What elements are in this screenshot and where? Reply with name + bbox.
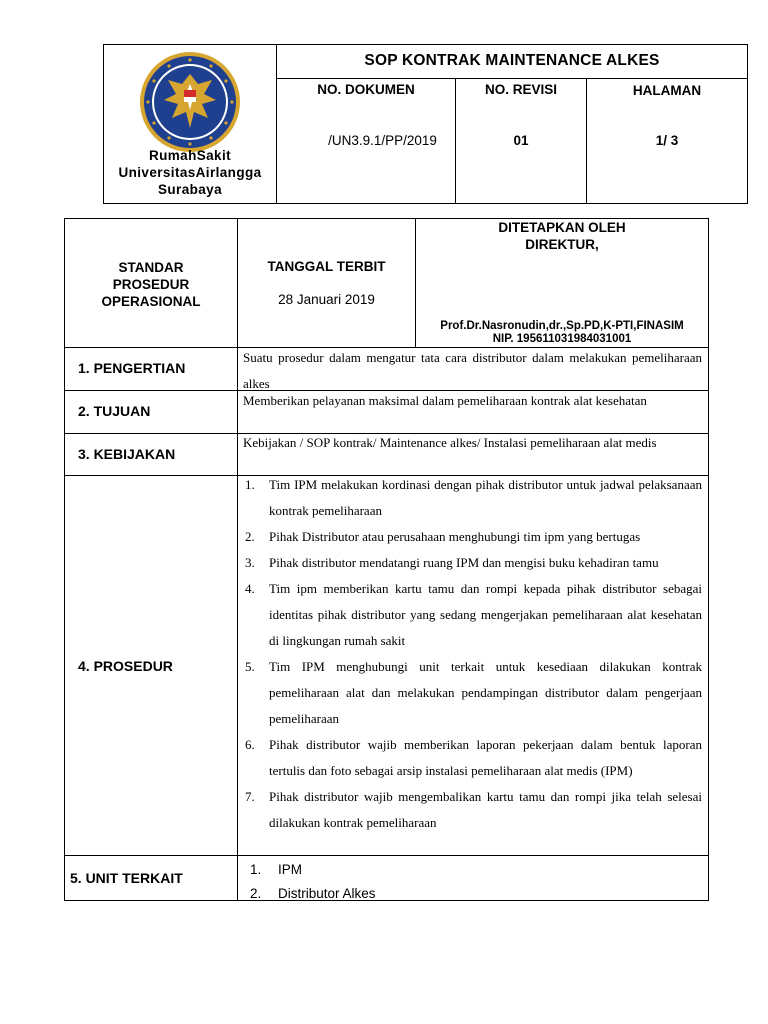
doc-number-label: NO. DOKUMEN [317,82,415,97]
org-line-2: UniversitasAirlangga [118,165,262,180]
approval-heading [416,219,708,253]
university-logo [138,50,242,154]
item-text: Pihak Distributor atau perusahaan menghubungi tim ipm yang bertugas [269,529,641,544]
org-line-3: Surabaya [158,182,222,197]
item-number: 2. [245,529,255,544]
item-number: 3. [245,555,255,570]
approval-line-1: DITETAPKAN OLEH [498,220,626,235]
tujuan-text: Memberikan pelayanan maksimal dalam pemeliharaan kontrak alat kesehatan [243,393,647,408]
prosedur-label: 4. PROSEDUR [78,658,173,674]
item-number: 2. [250,886,262,901]
signer-name: Prof.Dr.Nasronudin,dr.,Sp.PD,K-PTI,FINASIM [440,320,684,332]
item-text: Pihak distributor wajib memberikan laporan pekerjaan dalam bentuk laporan tertulis dan foto sebagai arsip instalasi pemeliharaan alat medis (IPM) [269,737,702,778]
org-line-1: RumahSakit [148,148,232,163]
issue-date-label: TANGGAL TERBIT [267,259,386,274]
organization-name [104,147,276,198]
item-text: Distributor Alkes [278,886,376,901]
item-text: Tim ipm memberikan kartu tamu dan rompi kepada pihak distributor sebagai identitas pihak distributor yang sedang mengerjakan pemeliharaan alat kesehatan di lingkungan rumah sakit [269,581,702,648]
list-item [243,550,702,576]
signer-nip: NIP. 195611031984031001 [492,333,632,345]
revision-label: NO. REVISI [484,82,557,97]
document-title: SOP KONTRAK MAINTENANCE ALKES [364,52,660,69]
approval-line-2: DIREKTUR, [525,237,599,252]
unit-terkait-label: 5. UNIT TERKAIT [70,870,183,886]
sop-line-1: STANDAR [118,260,184,275]
kebijakan-label: 3. KEBIJAKAN [78,446,176,462]
pengertian-label: 1. PENGERTIAN [78,360,186,376]
item-number: 6. [245,737,255,752]
item-number: 4. [245,581,255,596]
doc-number-value: /UN3.9.1/PP/2019 [328,133,437,148]
item-number: 1. [250,862,262,877]
page-label: HALAMAN [632,83,702,98]
item-text: Pihak distributor wajib mengembalikan kartu tamu dan rompi jika telah selesai dilakukan kontrak pemeliharaan [269,789,702,830]
list-item [243,784,702,836]
sop-line-2: PROSEDUR [112,277,190,292]
sop-type-label [65,259,237,310]
item-number: 1. [245,477,255,492]
list-item [250,882,690,906]
prosedur-list [243,472,702,836]
revision-value: 01 [513,133,529,148]
item-text: Pihak distributor mendatangi ruang IPM dan mengisi buku kehadiran tamu [269,555,659,570]
page-value: 1/ 3 [655,133,679,148]
item-number: 5. [245,659,255,674]
unit-terkait-list [250,858,690,906]
item-number: 7. [245,789,255,804]
item-text: Tim IPM melakukan kordinasi dengan pihak distributor untuk jadwal pelaksanaan kontrak pemeliharaan [269,477,702,518]
list-item [243,732,702,784]
sop-line-3: OPERASIONAL [101,294,201,309]
kebijakan-text: Kebijakan / SOP kontrak/ Maintenance alkes/ Instalasi pemeliharaan alat medis [243,435,657,450]
tujuan-label: 2. TUJUAN [78,403,151,419]
list-item [243,654,702,732]
list-item [250,858,690,882]
issue-date-value: 28 Januari 2019 [278,292,375,307]
list-item [243,576,702,654]
list-item [243,472,702,524]
pengertian-text: Suatu prosedur dalam mengatur tata cara distributor dalam melakukan pemeliharaan alkes [243,350,702,391]
list-item [243,524,702,550]
item-text: IPM [278,862,303,877]
item-text: Tim IPM menghubungi unit terkait untuk kesediaan dilakukan kontrak pemeliharaan alat dan melakukan pendampingan distributor dalam pengerjaan pemeliharaan [269,659,702,726]
